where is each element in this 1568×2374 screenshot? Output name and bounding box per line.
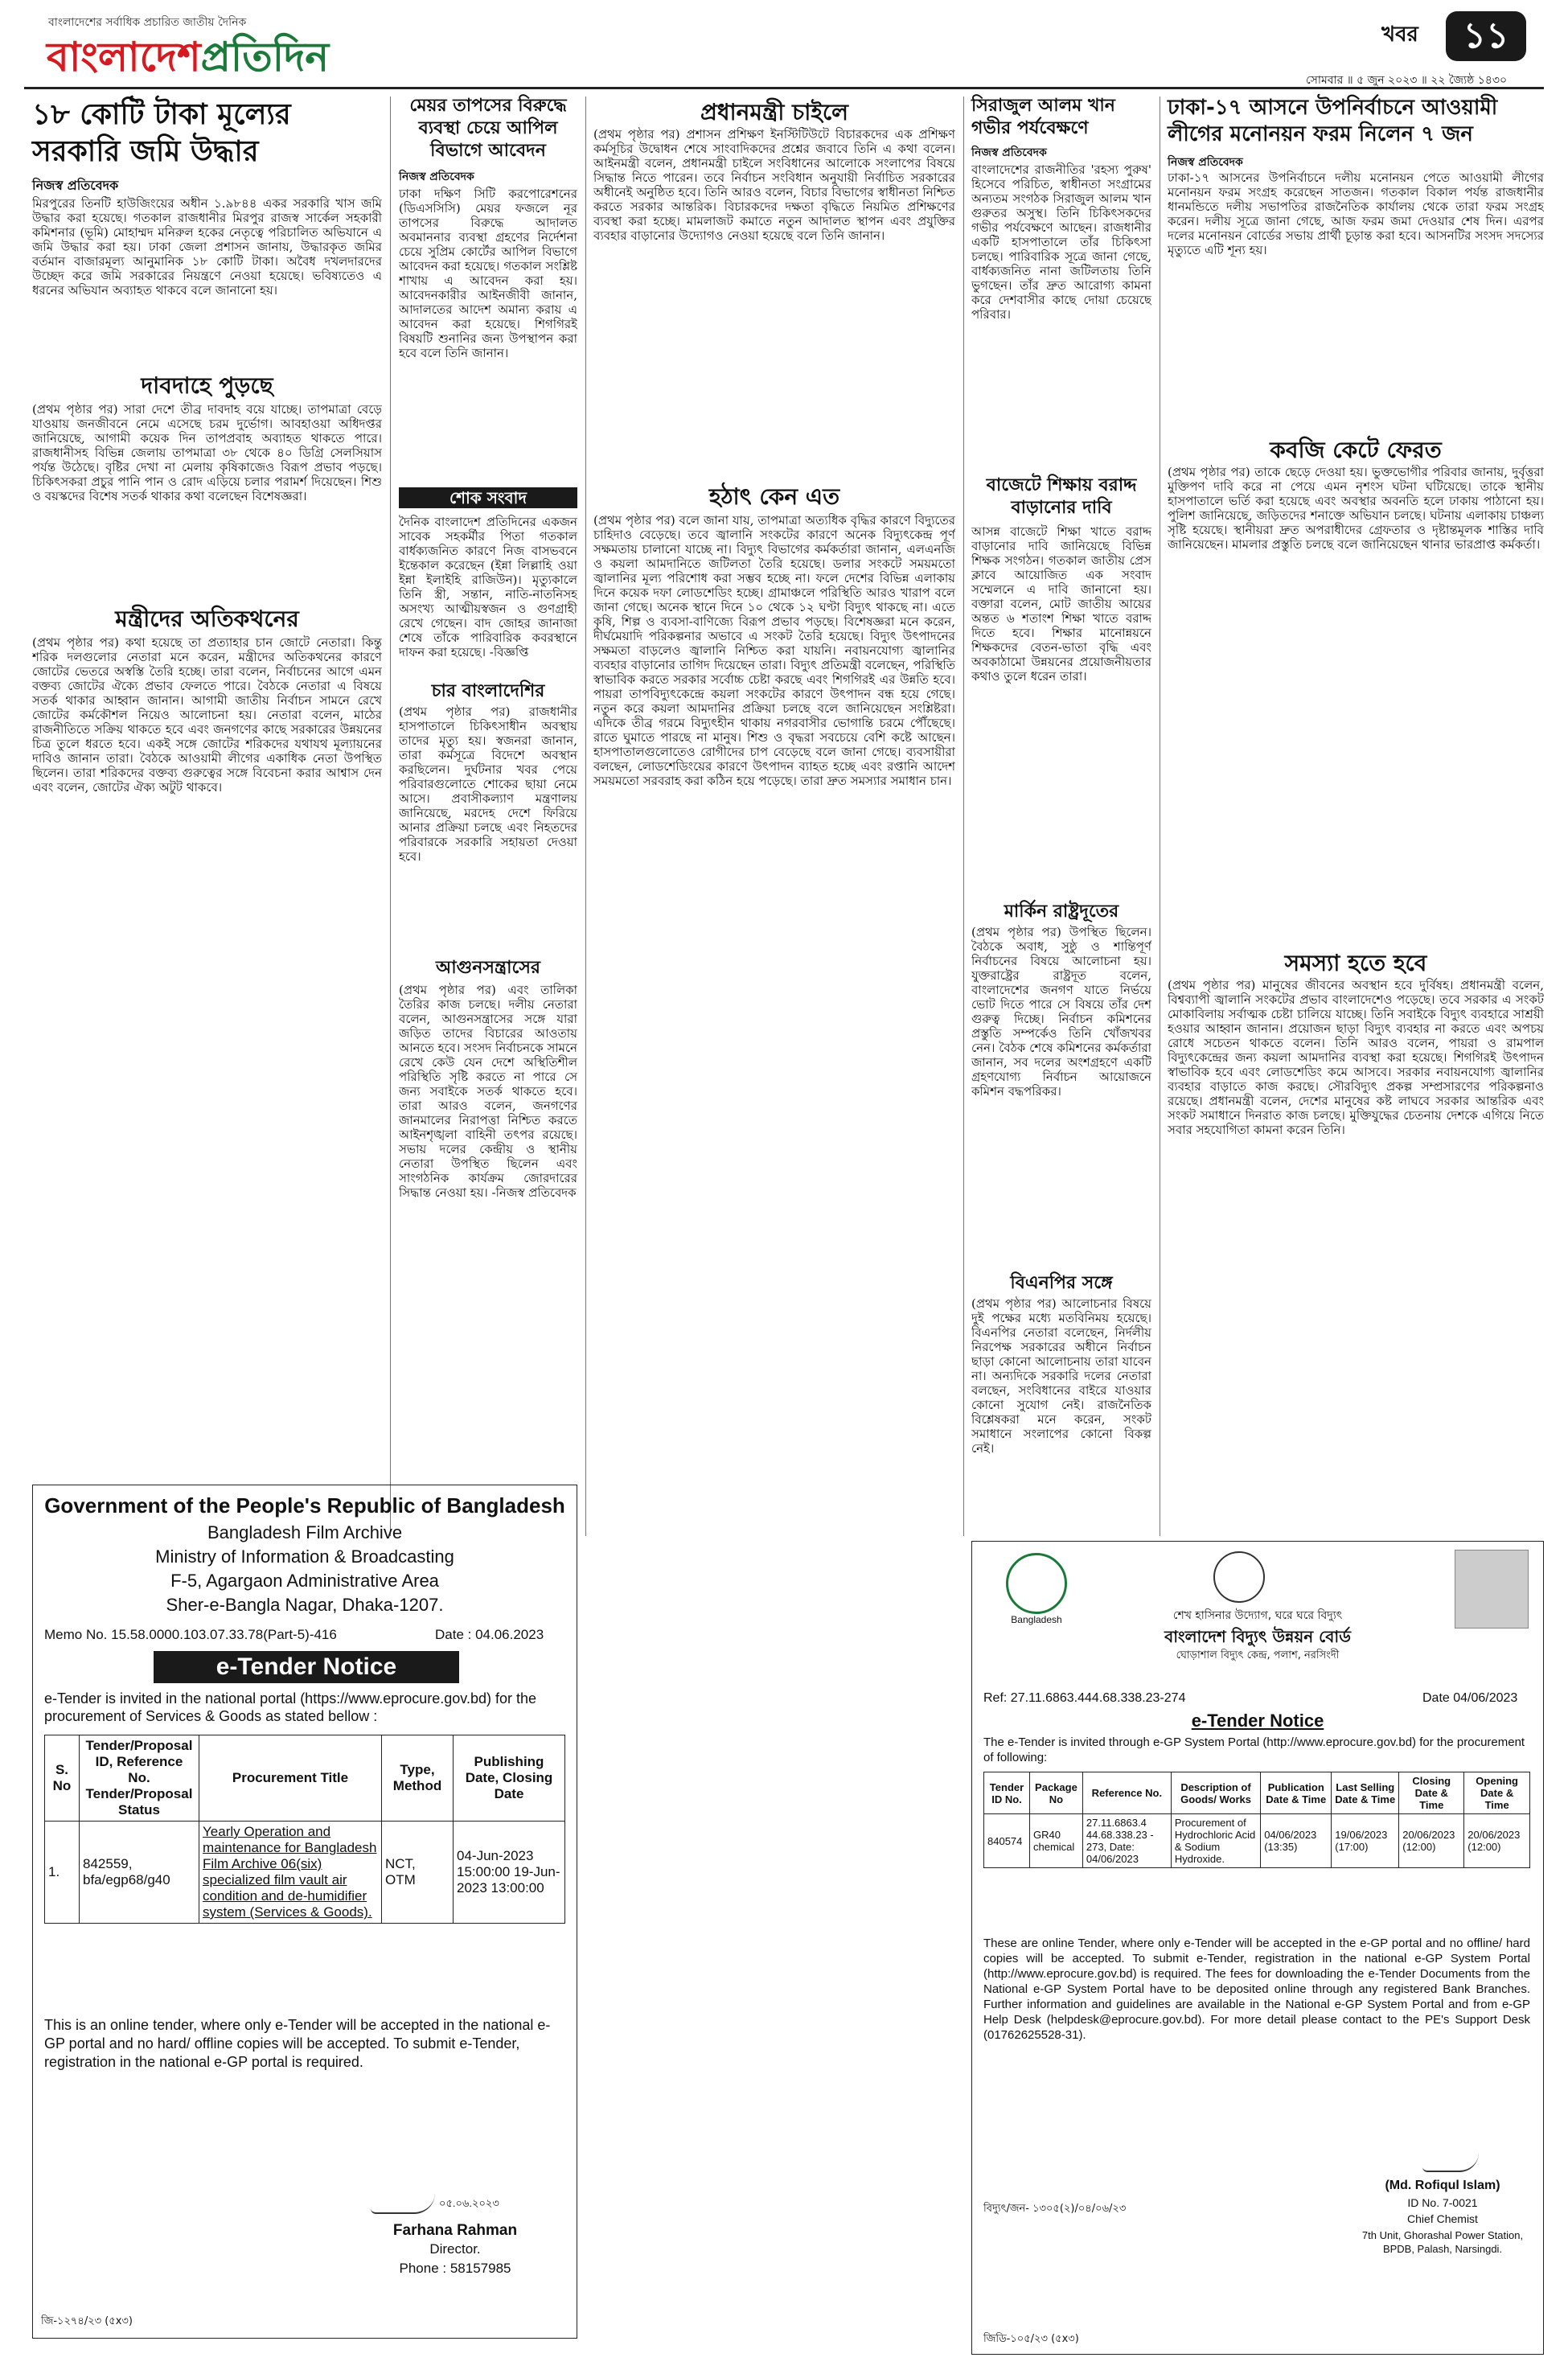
masthead-tagline: বাংলাদেশের সর্বাধিক প্রচারিত জাতীয় দৈনিক <box>48 16 247 29</box>
body-land: মিরপুরের তিনটি হাউজিংয়ের অধীন ১.৯৮৪৪ একর সরকারি খাস জমি উদ্ধার করা হয়েছে। গতকাল রাজধানীর মিরপুর রাজস্ব সার্কেল সহকারী কমিশনার (ভূমি) মোহাম্মদ মনিরুল হকের নেতৃত্বে পরিচালিত অভিযানে এ জমি উদ্ধার করা হয়। ঢাকা জেলা প্রশাসন জানায়, উদ্ধারকৃত জমির বর্তমান বাজারমূল্য আনুমানিক ১৮ কোটি টাকা। অবৈধ দখলদারদের উচ্ছেদ করে জমি সরকারের নিয়ন্ত্রণে নেওয়া হয়েছে। ভবিষ্যতেও এ ধরনের অভিযান অব্যাহত থাকবে বলে জানানো হয়। <box>32 196 382 298</box>
film-td-date: 04-Jun-2023 15:00:00 19-Jun-2023 13:00:00 <box>454 1822 565 1924</box>
byline-land: নিজস্ব প্রতিবেদক <box>32 178 119 193</box>
bpdb-ref: Ref: 27.11.6863.444.68.338.23-274 <box>983 1691 1186 1705</box>
film-table-wrap <box>44 1735 565 1924</box>
body-pm: (প্রথম পৃষ্ঠার পর) প্রশাসন প্রশিক্ষণ ইনস্টিটিউটে বিচারকদের এক প্রশিক্ষণ কর্মসূচির উদ্বোধন শেষে সাংবাদিকদের প্রশ্নের জবাবে তিনি এ কথা বলেন। আইনমন্ত্রী বলেন, প্রধানমন্ত্রী চাইলে সংবিধানের আলোকে সংলাপের বিষয়ে সিদ্ধান্ত নিতে পারেন। তবে নির্বাচন সংবিধান অনুযায়ী নির্বাচিত সরকারের অধীনেই অনুষ্ঠিত হবে। তিনি আরও বলেন, বিচার বিভাগের স্বাধীনতা নিশ্চিত করতে সরকার আন্তরিক। বিচারকদের দক্ষতা বৃদ্ধিতে নিয়মিত প্রশিক্ষণের ব্যবস্থা করা হচ্ছে। মামলাজট কমাতে নতুন আদালত স্থাপন এবং প্রযুক্তির ব্যবহার বাড়ানোর উদ্যোগও নেওয়া হয়েছে বলে তিনি জানান। <box>593 127 955 243</box>
body-budget: আসন্ন বাজেটে শিক্ষা খাতে বরাদ্দ বাড়ানোর দাবি জানিয়েছে বিভিন্ন শিক্ষক সংগঠন। গতকাল জাতীয় প্রেস ক্লাবে আয়োজিত এক সংবাদ সম্মেলনে এ দাবি জানানো হয়। বক্তারা বলেন, মোট জাতীয় আয়ের অন্তত ৬ শতাংশ শিক্ষা খাতে বরাদ্দ দিতে হবে। শিক্ষার মানোন্নয়নে শিক্ষকদের বেতন-ভাতা বৃদ্ধি এবং অবকাঠামো উন্নয়নের প্রয়োজনীয়তার কথাও তুলে ধরেন তারা। <box>971 524 1151 684</box>
film-title: e-Tender Notice <box>215 1653 397 1680</box>
film-footer: This is an online tender, where only e-Tender will be accepted in the national e-GP portal and no hard/ offline copies will be accepted. To submit e-Tender, registration in the national e-GP portal is required. <box>44 2017 551 2070</box>
bpdb-td-0: 840574 <box>984 1814 1030 1868</box>
film-org: Bangladesh Film Archive <box>207 1522 403 1542</box>
bpdb-td-7: 20/06/2023 (12:00) <box>1464 1814 1530 1868</box>
bpdb-emblem-icon <box>1213 1551 1265 1603</box>
film-td-id: 842559, bfa/egp68/g40 <box>80 1822 199 1924</box>
body-dhaka17: ঢাকা-১৭ আসনের উপনির্বাচনে দলীয় মনোনয়ন পেতে আওয়ামী লীগের মনোনয়ন ফরম সংগ্রহ করেছেন সাতজন। গতকাল বিকাল পর্যন্ত রাজধানীর ধানমন্ডিতে দলীয় সভাপতির রাজনৈতিক কার্যালয় থেকে তারা ফরম সংগ্রহ করেন। দলীয় সূত্রে জানা গেছে, আজ ফরম জমা দেওয়ার শেষ দিন। এরপর দলের মনোনয়ন বোর্ডের সভায় প্রার্থী চূড়ান্ত করা হবে। আসনটির সংসদ সদস্যের মৃত্যুতে এটি শূন্য হয়। <box>1168 170 1544 257</box>
body-siraj: বাংলাদেশের রাজনীতির 'রহস্য পুরুষ' হিসেবে পরিচিত, স্বাধীনতা সংগ্রামের অন্যতম সংগঠক সিরাজুল আলম খান গুরুতর অসুস্থ। তিনি চিকিৎসকদের গভীর পর্যবেক্ষণে আছেন। রাজধানীর একটি হাসপাতালে তাঁর চিকিৎসা চলছে। পারিবারিক সূত্রে জানা গেছে, বার্ধক্যজনিত নানা জটিলতায় তিনি ভুগছেন। তাঁর দ্রুত আরোগ্য কামনা করে দেশবাসীর কাছে দোয়া চেয়েছে পরিবার। <box>971 162 1151 322</box>
headline-obit[interactable]: শোক সংবাদ <box>449 488 527 507</box>
body-four-bd: (প্রথম পৃষ্ঠার পর) রাজধানীর হাসপাতালে চিকিৎসাধীন অবস্থায় তাদের মৃত্যু হয়। স্বজনরা জানান, তারা কর্মসূত্রে বিদেশে অবস্থান করছিলেন। দুর্ঘটনার খবর পেয়ে পরিবারগুলোতে শোকের ছায়া নেমে আসে। প্রবাসীকল্যাণ মন্ত্রণালয় জানিয়েছে, মরদেহ দেশে ফিরিয়ে আনার প্রক্রিয়া চলছে এবং নিহতদের পরিবারকে সরকারি সহায়তা দেওয়া হবে। <box>399 704 577 864</box>
bpdb-designation: Chief Chemist <box>1407 2212 1478 2225</box>
bpdb-th-3: Description of Goods/ Works <box>1171 1772 1260 1814</box>
film-intro: e-Tender is invited in the national portal (https://www.eprocure.gov.bd) for the procurement of Services & Goods as stated bellow : <box>44 1690 536 1724</box>
headline-kabji[interactable]: কবজি কেটে ফেরত <box>1270 437 1442 463</box>
body-bnp: (প্রথম পৃষ্ঠার পর) আলোচনার বিষয়ে দুই পক্ষের মধ্যে মতবিনিময় হয়েছে। বিএনপির নেতারা বলেছেন, নির্দলীয় নিরপেক্ষ সরকারের অধীনে নির্বাচন ছাড়া কোনো আলোচনায় তারা যাবেন না। অন্যদিকে সরকারি দলের নেতারা বলছেন, সংবিধানের বাইরে যাওয়ার কোনো সুযোগ নেই। রাজনৈতিক বিশ্লেষকরা মনে করেন, সংকট সমাধানে সংলাপের কোনো বিকল্প নেই। <box>971 1296 1151 1456</box>
bpdb-td-1: GR40 chemical <box>1029 1814 1082 1868</box>
headline-why[interactable]: হঠাৎ কেন এত <box>708 483 840 510</box>
section-label: খবর <box>1381 23 1418 47</box>
byline-mayor: নিজস্ব প্রতিবেদক <box>399 170 474 183</box>
film-th-sno: S. No <box>45 1735 80 1822</box>
film-designation: Director. <box>429 2241 481 2257</box>
headline-heat[interactable]: দাবদাহে পুড়ছে <box>141 372 273 399</box>
body-samsha: (প্রথম পৃষ্ঠার পর) মানুষের জীবনের অবস্থান হবে দুর্বিষহ। প্রধানমন্ত্রী বলেন, বিশ্বব্যাপী জ্বালানি সংকটের প্রভাব বাংলাদেশেও পড়েছে। তবে সরকার এ সংকট মোকাবিলায় সর্বাত্মক চেষ্টা চালিয়ে যাচ্ছে। তিনি সবাইকে বিদ্যুৎ ব্যবহারে সাশ্রয়ী হওয়ার আহ্বান জানান। প্রয়োজন ছাড়া বিদ্যুৎ ব্যবহার না করতে এবং অপচয় রোধে সচেতন থাকতে বলেন। তিনি আরও বলেন, পায়রা ও রামপাল বিদ্যুৎকেন্দ্রের জন্য কয়লা আমদানির ব্যবস্থা করা হয়েছে। শিগগিরই উৎপাদন স্বাভাবিক হবে এবং লোডশেডিং কমে আসবে। সরকার নবায়নযোগ্য জ্বালানির ব্যবহার বাড়াতে কাজ করছে। সৌরবিদ্যুৎ প্রকল্প সম্প্রসারণের পরিকল্পনাও রয়েছে। প্রধানমন্ত্রী বলেন, দেশের মানুষের কষ্ট লাঘবে সরকার আন্তরিক এবং সংকট সমাধানে দিনরাত কাজ চলছে। মুক্তিযুদ্ধের চেতনায় দেশকে এগিয়ে নিতে সবার সহযোগিতা কামনা করেন তিনি। <box>1168 978 1544 1137</box>
film-addr2: Sher-e-Bangla Nagar, Dhaka-1207. <box>166 1595 444 1615</box>
bpdb-th-1: Package No <box>1029 1772 1082 1814</box>
masthead-logo[interactable] <box>47 27 329 80</box>
film-phone: Phone : 58157985 <box>399 2261 511 2276</box>
body-fire: (প্রথম পৃষ্ঠার পর) এবং তালিকা তৈরির কাজ চলছে। দলীয় নেতারা বলেন, আগুনসন্ত্রাসের সঙ্গে যারা জড়িত তাদের বিচারের আওতায় আনতে হবে। সংসদ নির্বাচনকে সামনে রেখে কেউ যেন দেশে অস্থিতিশীল পরিস্থিতি সৃষ্টি করতে না পারে সে জন্য সবাইকে সতর্ক থাকতে হবে। তারা আরও বলেন, জনগণের জানমালের নিরাপত্তা নিশ্চিত করতে আইনশৃঙ্খলা বাহিনী তৎপর রয়েছে। সভায় দলের কেন্দ্রীয় ও স্থানীয় নেতারা উপস্থিত ছিলেন এবং সাংগঠনিক কার্যক্রম জোরদারের সিদ্ধান্ত নেওয়া হয়। -নিজস্ব প্রতিবেদক <box>399 983 577 1200</box>
film-th-id: Tender/Proposal ID, Reference No. Tender/Proposal Status <box>80 1735 199 1822</box>
headline-pm[interactable]: প্রধানমন্ত্রী চাইলে <box>700 99 849 125</box>
page-number: ১১ <box>1463 15 1509 56</box>
table-row <box>45 1822 565 1924</box>
bpdb-addr: 7th Unit, Ghorashal Power Station, BPDB, Palash, Narsingdi. <box>1361 2229 1524 2255</box>
masthead-name-part1: বাংলাদেশ <box>47 34 201 80</box>
ad-bpdb <box>971 1541 1544 2355</box>
headline-us[interactable]: মার্কিন রাষ্ট্রদূতের <box>1004 902 1119 922</box>
film-td-title[interactable]: Yearly Operation and maintenance for Bangladesh Film Archive 06(six) specialized film vault air condition and de-humidifier system (Services & Goods). <box>199 1822 382 1924</box>
bpdb-td-3: Procurement of Hydrochloric Acid & Sodium Hydroxide. <box>1171 1814 1260 1868</box>
body-mayor: ঢাকা দক্ষিণ সিটি করপোরেশনের (ডিএসসিসি) মেয়র ফজলে নূর তাপসের বিরুদ্ধে আদালত অবমাননার ব্যবস্থা গ্রহণের নির্দেশনা চেয়ে সুপ্রিম কোর্টের আপিল বিভাগে আবেদন করা হয়েছে। গতকাল সংশ্লিষ্ট শাখায় এ আবেদন করা হয়। আবেদনকারীর আইনজীবী জানান, আদালতের আদেশ অমান্য করায় এ আবেদন করা হয়েছে। শিগগিরই বিষয়টি শুনানির জন্য উপস্থাপন করা হবে বলে তিনি জানান। <box>399 187 577 360</box>
bpdb-signer: (Md. Rofiqul Islam) <box>1385 2179 1500 2192</box>
headline-mayor[interactable]: মেয়র তাপসের বিরুদ্ধে ব্যবস্থা চেয়ে আপিল বিভাগে আবেদন <box>409 96 567 161</box>
bpdb-th-7: Opening Date & Time <box>1464 1772 1530 1814</box>
bpdb-table-header <box>984 1772 1530 1814</box>
film-table-header <box>45 1735 565 1822</box>
bpdb-logo-label: Bangladesh <box>1011 1614 1062 1625</box>
page-number-badge <box>1446 11 1526 61</box>
body-why: (প্রথম পৃষ্ঠার পর) বলে জানা যায়, তাপমাত্রা অত্যধিক বৃদ্ধির কারণে বিদ্যুতের চাহিদাও বেড়েছে। তবে জ্বালানি সংকটের কারণে অনেক বিদ্যুৎকেন্দ্র পূর্ণ সক্ষমতায় চালানো যাচ্ছে না। বিদ্যুৎ বিভাগের কর্মকর্তারা জানান, এলএনজি ও কয়লা আমদানিতে জটিলতা তৈরি হয়েছে। ডলার সংকটে সময়মতো জ্বালানির মূল্য পরিশোধ করা সম্ভব হচ্ছে না। ফলে দেশের বিভিন্ন এলাকায় দিনে কয়েক দফা লোডশেডিং হচ্ছে। গ্রামাঞ্চলে পরিস্থিতি আরও খারাপ বলে জানা গেছে। অনেক স্থানে দিনে ১০ থেকে ১২ ঘণ্টা বিদ্যুৎ থাকছে না। এতে কৃষি, শিল্প ও ব্যবসা-বাণিজ্যে বিরূপ প্রভাব পড়ছে। বিশেষজ্ঞরা মনে করেন, দীর্ঘমেয়াদি পরিকল্পনার অভাবে এ সংকট তৈরি হয়েছে। বিদ্যুৎ উৎপাদনের সক্ষমতা বাড়লেও জ্বালানি নিশ্চিত করা যায়নি। নবায়নযোগ্য জ্বালানির ব্যবহার বাড়ানোর তাগিদ দিয়েছেন তারা। বিদ্যুৎ প্রতিমন্ত্রী বলেছেন, পরিস্থিতি স্বাভাবিক করতে সরকার সর্বোচ্চ চেষ্টা করছে এবং শিগগিরই এর উন্নতি হবে। পায়রা তাপবিদ্যুৎকেন্দ্রে কয়লা সংকটের কারণে উৎপাদন বন্ধ হয়ে গেছে। নতুন করে কয়লা আমদানির প্রক্রিয়া চলছে বলে জানিয়েছেন সংশ্লিষ্টরা। এদিকে তীব্র গরমে বিদ্যুৎহীন থাকায় নগরবাসীর ভোগান্তি চরমে পৌঁছেছে। রাতে ঘুমাতে পারছে না মানুষ। শিশু ও বৃদ্ধরা সবচেয়ে বেশি কষ্টে আছেন। হাসপাতালগুলোতেও রোগীদের চাপ বেড়েছে বলে জানা গেছে। ব্যবসায়ীরা বলছেন, লোডশেডিংয়ের কারণে উৎপাদন ব্যাহত হচ্ছে এবং রপ্তানি আদেশ সময়মতো সরবরাহ করা কঠিন হয়ে পড়েছে। তারা দ্রুত সমস্যার সমাধান চান। <box>593 513 955 788</box>
bpdb-slogan: শেখ হাসিনার উদ্যোগ, ঘরে ঘরে বিদ্যুৎ <box>1172 1609 1343 1622</box>
bpdb-intro: The e-Tender is invited through e-GP System Portal (http://www.eprocure.gov.bd) for the procurement of following: <box>983 1735 1525 1764</box>
bpdb-th-6: Closing Date & Time <box>1399 1772 1464 1814</box>
bpdb-id: ID No. 7-0021 <box>1407 2196 1478 2209</box>
film-sig-date: ০৫.০৬.২০২৩ <box>439 2197 499 2209</box>
col-rule-2 <box>585 97 586 1536</box>
body-us: (প্রথম পৃষ্ঠার পর) উপস্থিত ছিলেন। বৈঠকে অবাধ, সুষ্ঠু ও শান্তিপূর্ণ নির্বাচনের বিষয়ে আলোচনা হয়। যুক্তরাষ্ট্রের রাষ্ট্রদূত বলেন, বাংলাদেশের জনগণ যাতে নির্ভয়ে ভোট দিতে পারে সে বিষয়ে তাঁর দেশ গুরুত্ব দিচ্ছে। নির্বাচন কমিশনের প্রস্তুতি সম্পর্কেও তিনি খোঁজখবর নেন। বৈঠক শেষে কমিশনের কর্মকর্তারা জানান, সব দলের অংশগ্রহণে একটি গ্রহণযোগ্য নির্বাচন আয়োজনে কমিশন বদ্ধপরিকর। <box>971 925 1151 1099</box>
film-gov: Government of the People's Republic of Bangladesh <box>44 1493 565 1518</box>
film-date: Date : 04.06.2023 <box>435 1627 544 1642</box>
film-td-type: NCT, OTM <box>382 1822 454 1924</box>
body-obit: দৈনিক বাংলাদেশ প্রতিদিনের একজন সাবেক সহকর্মীর পিতা গতকাল বার্ধক্যজনিত কারণে নিজ বাসভবনে ইন্তেকাল করেছেন (ইন্না লিল্লাহি ওয়া ইন্না ইলাইহি রাজিউন)। মৃত্যুকালে তিনি স্ত্রী, সন্তান, নাতি-নাতনিসহ অসংখ্য আত্মীয়স্বজন ও গুণগ্রাহী রেখে গেছেন। বাদ জোহর জানাজা শেষে তাঁকে পারিবারিক কবরস্থানে দাফন করা হয়েছে। -বিজ্ঞপ্তি <box>399 515 577 659</box>
byline-siraj: নিজস্ব প্রতিবেদক <box>971 146 1047 159</box>
headline-land[interactable]: ১৮ কোটি টাকা মূল্যের সরকারি জমি উদ্ধার <box>32 98 291 168</box>
bpdb-code-left: বিদ্যুৎ/জন- ১৩০৫(২)/০৪/০৬/২৩ <box>983 2203 1127 2215</box>
headline-bnp[interactable]: বিএনপির সঙ্গে <box>1010 1273 1113 1293</box>
film-addr1: F-5, Agargaon Administrative Area <box>170 1571 439 1591</box>
bpdb-td-4: 04/06/2023 (13:35) <box>1261 1814 1332 1868</box>
headline-fire[interactable]: আগুনসন্ত্রাসের <box>436 958 540 978</box>
film-memo: Memo No. 15.58.0000.103.07.33.78(Part-5)-416 <box>44 1627 337 1642</box>
film-th-title: Procurement Title <box>199 1735 382 1822</box>
ad-film-archive <box>32 1485 577 2339</box>
col-rule-1 <box>390 97 391 1536</box>
bpdb-notes: These are online Tender, where only e-Tender will be accepted in the e-GP portal and no offline/ hard copies will be accepted. To submit e-Tender, registration in the national e-GP System Portal (http://www.eprocure.gov.bd) is required. The fees for downloading the e-Tender Documents from the National e-GP System Portal have to be deposited online through any registered Bank Branches. Further information and guidelines are available in the National e-GP System Portal and from e-GP Help Desk (helpdesk@eprocure.gov.bd). For more detail please contact to the PE's Support Desk (01762625528-31). <box>983 1937 1530 2042</box>
bpdb-th-2: Reference No. <box>1082 1772 1171 1814</box>
bpdb-td-5: 19/06/2023 (17:00) <box>1332 1814 1399 1868</box>
masthead-rule <box>24 87 1544 89</box>
masthead-date: সোমবার ॥ ৫ জুন ২০২৩ ॥ ২২ জ্যৈষ্ঠ ১৪৩০ <box>1306 74 1508 87</box>
bpdb-bn-org: বাংলাদেশ বিদ্যুৎ উন্নয়ন বোর্ড <box>1164 1627 1351 1646</box>
bpdb-date: Date 04/06/2023 <box>1422 1691 1518 1705</box>
bpdb-table-wrap <box>983 1772 1530 1868</box>
col-rule-3 <box>963 97 964 1536</box>
film-td-sno: 1. <box>45 1822 80 1924</box>
masthead <box>23 8 1545 85</box>
body-heat: (প্রথম পৃষ্ঠার পর) সারা দেশে তীব্র দাবদাহ বয়ে যাচ্ছে। তাপমাত্রা বেড়ে যাওয়ায় জনজীবনে নেমে এসেছে চরম দুর্ভোগ। আবহাওয়া অধিদপ্তর জানিয়েছে, আগামী কয়েক দিন তাপপ্রবাহ অব্যাহত থাকতে পারে। রাজধানীসহ বিভিন্ন জেলায় তাপমাত্রা ৩৮ থেকে ৪০ ডিগ্রি সেলসিয়াস পর্যন্ত উঠেছে। বৃষ্টির দেখা না মেলায় কৃষিকাজেও বিরূপ প্রভাব পড়ছে। চিকিৎসকরা প্রচুর পানি পান ও রোদ এড়িয়ে চলার পরামর্শ দিয়েছেন। শিশু ও বয়স্কদের বিশেষ সতর্ক থাকার কথা বলেছেন বিশেষজ্ঞরা। <box>32 402 382 503</box>
film-th-date: Publishing Date, Closing Date <box>454 1735 565 1822</box>
byline-dhaka17: নিজস্ব প্রতিবেদক <box>1168 156 1243 169</box>
film-table <box>44 1735 565 1924</box>
bpdb-title: e-Tender Notice <box>1191 1711 1324 1731</box>
headline-ministers[interactable]: মন্ত্রীদের অতিকথনের <box>115 606 299 632</box>
body-ministers: (প্রথম পৃষ্ঠার পর) কথা হয়েছে তা প্রত্যাহার চান জোটে নেতারা। কিন্তু শরিক দলগুলোর নেতারা মনে করেন, মন্ত্রীদের অতিকথনের কারণে জোটের ভেতরে অস্বস্তি তৈরি হচ্ছে। তারা বলেন, নির্বাচনের আগে এমন বক্তব্য জোটের ঐক্যে প্রভাব ফেলতে পারে। বৈঠকে নেতারা এ বিষয়ে সতর্ক থাকার আহ্বান জানান। আগামী জাতীয় নির্বাচন সামনে রেখে জোটের কর্মকৌশল নিয়েও আলোচনা হয়। নেতারা বলেন, মাঠের রাজনীতিতে সক্রিয় থাকতে হবে এবং জনগণের কাছে সরকারের উন্নয়নের চিত্র তুলে ধরতে হবে। একই সঙ্গে জোটের শরিকদের যথাযথ মূল্যায়নের দাবিও জানান তারা। বৈঠকে আওয়ামী লীগের একাধিক নেতা উপস্থিত ছিলেন। তারা শরিকদের বক্তব্য গুরুত্বের সঙ্গে বিবেচনা করার আশ্বাস দেন এবং বলেন, জোটের ঐক্য অটুট থাকবে। <box>32 635 382 795</box>
bpdb-th-0: Tender ID No. <box>984 1772 1030 1814</box>
bpdb-td-6: 20/06/2023 (12:00) <box>1399 1814 1464 1868</box>
bpdb-table <box>983 1772 1530 1868</box>
bpdb-th-5: Last Selling Date & Time <box>1332 1772 1399 1814</box>
film-signature-mark <box>371 2193 435 2214</box>
headline-budget[interactable]: বাজেটে শিক্ষায় বরাদ্দ বাড়ানোর দাবি <box>986 475 1137 518</box>
film-code: জি-১২৭৪/২৩ (৫x৩) <box>41 2315 133 2327</box>
headline-siraj[interactable]: সিরাজুল আলম খান গভীর পর্যবেক্ষণে <box>971 96 1115 138</box>
bpdb-th-4: Publication Date & Time <box>1261 1772 1332 1814</box>
film-ministry: Ministry of Information & Broadcasting <box>155 1546 454 1567</box>
bpdb-bn-addr: ঘোড়াশাল বিদ্যুৎ কেন্দ্র, পলাশ, নরসিংদী <box>1176 1649 1340 1661</box>
headline-dhaka17[interactable]: ঢাকা-১৭ আসনে উপনির্বাচনে আওয়ামী লীগের মনোনয়ন ফরম নিলেন ৭ জন <box>1168 96 1498 146</box>
bpdb-td-2: 27.11.6863.4 44.68.338.23 - 273, Date: 04/06/2023 <box>1082 1814 1171 1868</box>
headline-samsha[interactable]: সমস্যা হতে হবে <box>1284 950 1427 976</box>
film-th-type: Type, Method <box>382 1735 454 1822</box>
body-kabji: (প্রথম পৃষ্ঠার পর) তাকে ছেড়ে দেওয়া হয়। ভুক্তভোগীর পরিবার জানায়, দুর্বৃত্তরা মুক্তিপণ দাবি করে না পেয়ে এমন নৃশংস ঘটনা ঘটিয়েছে। তাকে স্থানীয় হাসপাতালে ভর্তি করা হয়েছে এবং অবস্থার অবনতি হলে ঢাকায় পাঠানো হয়। পুলিশ জানিয়েছে, জড়িতদের শনাক্তে অভিযান চলছে। ঘটনায় এলাকায় চাঞ্চল্য সৃষ্টি হয়েছে। স্থানীয়রা দ্রুত অপরাধীদের গ্রেফতার ও দৃষ্টান্তমূলক শাস্তির দাবি জানিয়েছেন। মামলার প্রস্তুতি চলছে বলে জানিয়েছেন থানার ভারপ্রাপ্ত কর্মকর্তা। <box>1168 465 1544 552</box>
table-row <box>984 1814 1530 1868</box>
bpdb-logo-icon <box>1006 1553 1067 1614</box>
headline-four-bd[interactable]: চার বাংলাদেশির <box>431 681 545 701</box>
masthead-name-part2: প্রতিদিন <box>200 34 330 80</box>
film-signer: Farhana Rahman <box>392 2222 518 2239</box>
bpdb-code: জিডি-১০৫/২৩ (৫x৩) <box>983 2333 1079 2345</box>
bpdb-signature-mark <box>1422 2153 1479 2172</box>
